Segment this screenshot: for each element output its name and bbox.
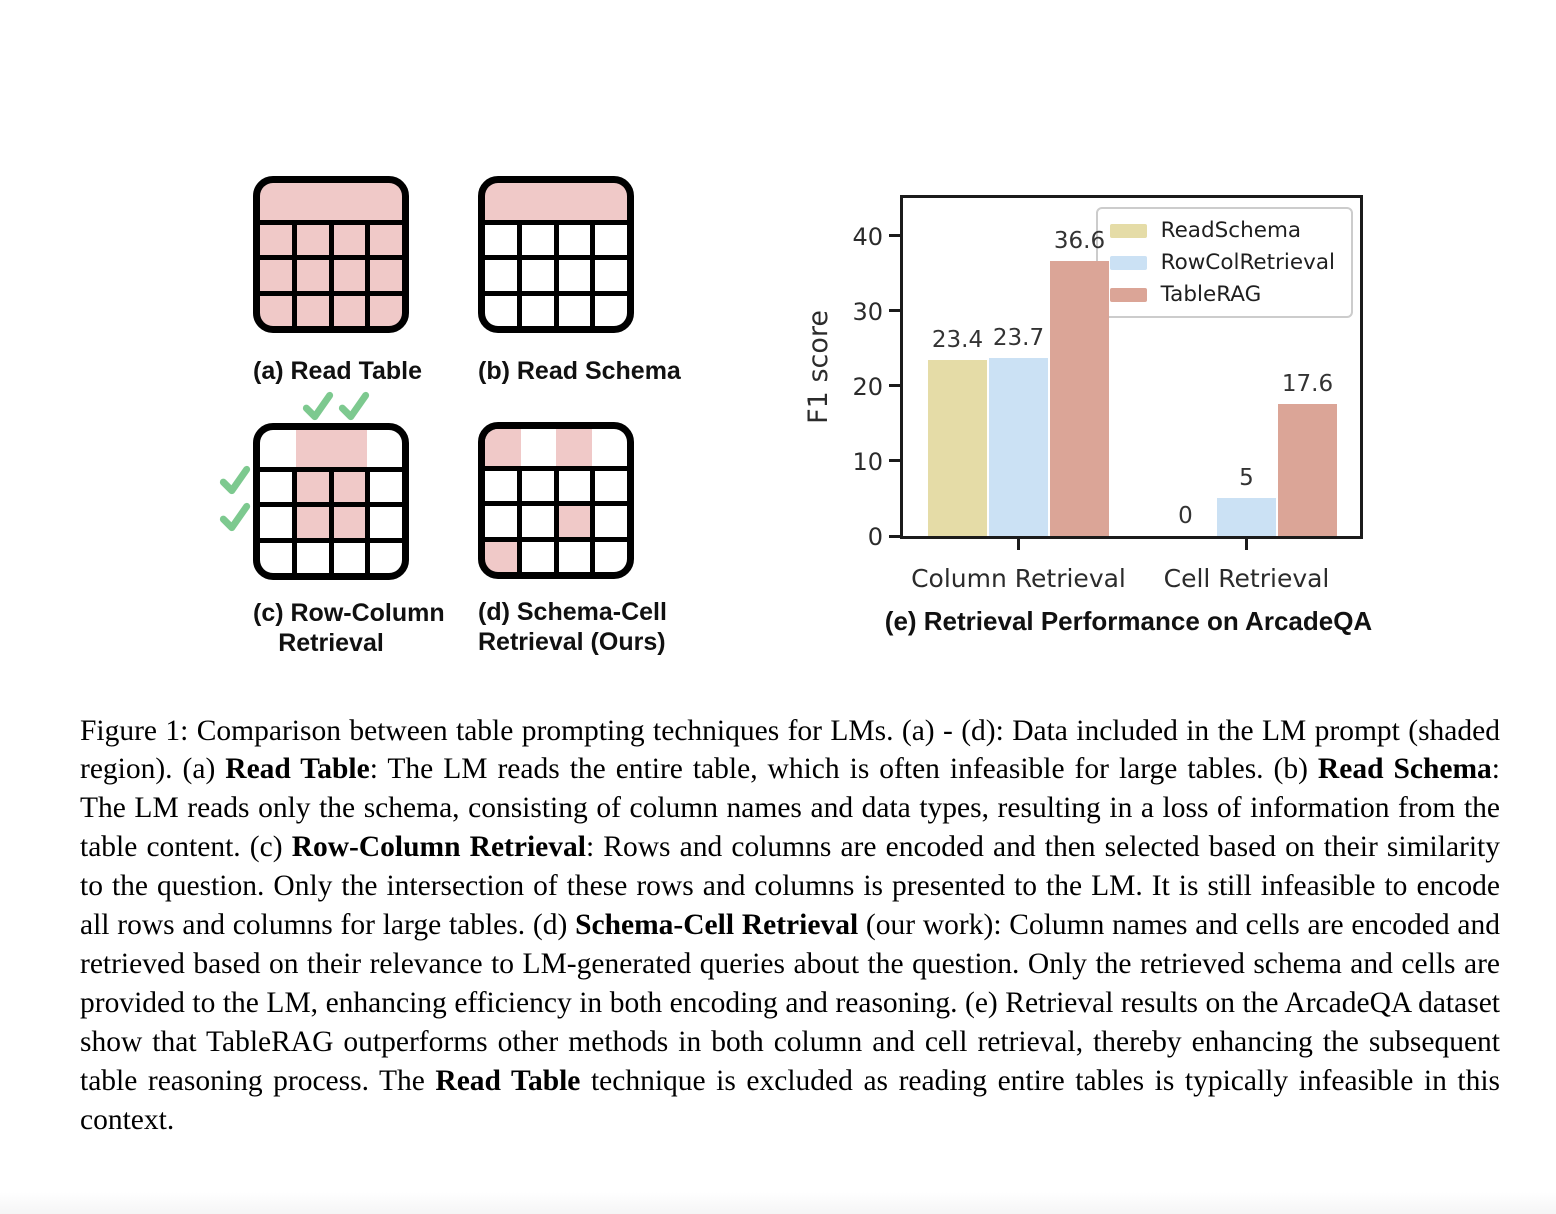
table-cell — [370, 543, 402, 573]
caption-segment: : The LM reads only the schema, consisting of column names and data types, resulting in a loss of information from the table content. (c) — [80, 753, 1500, 864]
panel-label-a — [253, 356, 423, 386]
panel-label-line: (c) Row-Column — [253, 599, 445, 627]
panel-label-line: (d) Schema-Cell — [478, 598, 667, 626]
table-cell-shaded — [334, 507, 366, 537]
caption-bold-segment: Row-Column Retrieval — [291, 831, 586, 864]
bar-tablerag — [1050, 261, 1109, 536]
table-cell — [522, 542, 554, 572]
table-cell — [595, 260, 627, 290]
y-tick-mark — [889, 384, 900, 387]
table-cell — [370, 472, 402, 502]
table-cell-shaded — [334, 472, 366, 502]
caption-bold-segment: Schema-Cell Retrieval — [575, 909, 859, 942]
panel-label-d — [478, 597, 667, 657]
table-cell-shaded — [297, 472, 329, 502]
check-icon — [337, 389, 371, 423]
caption-segment: Figure 1: Comparison between table prompting techniques for LMs. (a) - (d): Data included in the LM prompt (shaded region). (a) — [80, 714, 1500, 786]
table-cell-shaded — [297, 225, 329, 255]
y-tick-label: 0 — [867, 523, 883, 551]
table-cell — [559, 296, 591, 326]
table-cell — [485, 225, 517, 255]
x-tick-mark — [1245, 539, 1248, 550]
legend-item — [1110, 282, 1335, 307]
table-cell — [522, 506, 554, 536]
legend-label: RowColRetrieval — [1160, 250, 1335, 275]
table-cell — [485, 260, 517, 290]
table-cell-shaded — [370, 260, 402, 290]
mini-table-row-column — [253, 423, 409, 580]
table-cell-shaded — [260, 260, 292, 290]
bar-value-label: 5 — [1239, 465, 1254, 492]
table-cell-shaded — [260, 296, 292, 326]
bar-tablerag — [1278, 404, 1337, 536]
table-cell-shaded — [297, 296, 329, 326]
table-cell — [485, 506, 517, 536]
bar-value-label: 17.6 — [1281, 370, 1334, 397]
caption-segment: technique is excluded as reading entire tables is typically infeasible in this context. — [80, 1064, 1500, 1136]
header-shaded-patch — [556, 429, 592, 466]
bar-rowcolretrieval — [1217, 498, 1276, 536]
table-cell — [485, 471, 517, 501]
y-tick-mark — [889, 234, 900, 237]
table-header-row — [485, 429, 627, 466]
table-cell — [260, 543, 292, 573]
figure-caption — [80, 712, 1500, 1140]
table-cell-shaded — [559, 506, 591, 536]
chart-title: (e) Retrieval Performance on ArcadeQA — [884, 606, 1373, 636]
legend-item — [1110, 250, 1335, 275]
header-shaded-patch — [485, 429, 521, 466]
table-cell — [595, 506, 627, 536]
table-cell — [595, 225, 627, 255]
y-tick-label: 30 — [852, 297, 883, 326]
caption-segment: (our work): Column names and cells are encoded and retrieved based on their relevance to LM-generated queries about the question. Only the retrieved schema and cells are provided to the LM, enhancing efficiency in both encoding and reasoning. (e) Retrieval results on the ArcadeQA dataset show that TableRAG outperforms other methods in both column and cell retrieval, thereby enhancing the subsequent table reasoning process. The — [80, 909, 1500, 1097]
table-cell — [297, 543, 329, 573]
panel-schema-cell-retrieval — [478, 422, 667, 657]
y-tick-label: 20 — [852, 372, 883, 401]
table-cell — [522, 260, 554, 290]
table-cell-shaded — [370, 296, 402, 326]
check-icon — [218, 500, 252, 534]
header-shaded-patch — [331, 430, 367, 467]
bar-value-label: 23.4 — [931, 327, 984, 354]
page-bottom-edge — [0, 1192, 1556, 1214]
table-cell-shaded — [485, 542, 517, 572]
mini-table-read-schema — [478, 176, 634, 333]
chart-legend — [1096, 207, 1353, 318]
table-cell — [595, 471, 627, 501]
table-cell — [595, 296, 627, 326]
caption-bold-segment: Read Table — [225, 753, 370, 786]
bar-readschema — [928, 360, 987, 536]
x-tick-label: Column Retrieval — [911, 564, 1126, 593]
caption-segment: : Rows and columns are encoded and then selected based on their similarity to the question. Only the intersection of these rows and columns is presented to the LM. It is still infeasible to encode all rows and columns for large tables. (d) — [80, 831, 1501, 942]
legend-label: TableRAG — [1160, 282, 1262, 307]
y-axis-label: F1 score — [803, 310, 834, 424]
caption-bold-segment: Read Schema — [1317, 753, 1492, 786]
table-cell — [485, 296, 517, 326]
table-cell — [334, 543, 366, 573]
mini-table-schema-cell — [478, 422, 634, 579]
table-cell-shaded — [334, 260, 366, 290]
table-header-row — [485, 183, 627, 220]
y-tick-label: 40 — [852, 222, 883, 251]
table-cell — [370, 507, 402, 537]
table-cell-shaded — [260, 225, 292, 255]
table-cell — [522, 471, 554, 501]
panel-label-line: Retrieval (Ours) — [478, 628, 666, 656]
panel-label-c — [253, 598, 445, 658]
table-header-row — [260, 183, 402, 220]
table-cell — [522, 225, 554, 255]
check-icon — [301, 389, 335, 423]
panel-label-line: (a) Read Table — [253, 357, 423, 385]
table-cell — [522, 296, 554, 326]
table-cell — [559, 542, 591, 572]
panel-label-b — [478, 356, 681, 386]
table-header-row — [260, 430, 402, 467]
bar-value-label: 0 — [1178, 503, 1193, 529]
bar-rowcolretrieval — [989, 358, 1048, 536]
y-tick-mark — [889, 535, 900, 538]
legend-label: ReadSchema — [1160, 218, 1302, 243]
panel-label-line: Retrieval — [278, 629, 384, 657]
panel-row-column-retrieval — [253, 423, 445, 658]
table-cell-shaded — [297, 260, 329, 290]
panel-read-table — [253, 176, 423, 386]
y-tick-mark — [889, 309, 900, 312]
table-cell-shaded — [297, 507, 329, 537]
panel-label-line: (b) Read Schema — [478, 357, 681, 385]
table-cell — [595, 542, 627, 572]
bar-value-label: 36.6 — [1053, 228, 1106, 255]
x-tick-label: Cell Retrieval — [1163, 564, 1330, 593]
panel-read-schema — [478, 176, 681, 386]
caption-bold-segment: Read Table — [435, 1064, 581, 1097]
bar-value-label: 23.7 — [992, 325, 1045, 351]
legend-item — [1110, 218, 1335, 243]
y-tick-mark — [889, 459, 900, 462]
table-cell — [559, 471, 591, 501]
table-cell — [559, 260, 591, 290]
y-tick-label: 10 — [852, 447, 883, 476]
table-cell — [260, 507, 292, 537]
table-cell — [260, 472, 292, 502]
legend-swatch-rowcolretrieval — [1110, 256, 1147, 270]
check-icon — [218, 463, 252, 497]
caption-segment: : The LM reads the entire table, which is often infeasible for large tables. (b) — [369, 753, 1318, 786]
mini-table-read-table — [253, 176, 409, 333]
table-cell — [559, 225, 591, 255]
table-cell-shaded — [370, 225, 402, 255]
header-shaded-patch — [296, 430, 332, 467]
legend-swatch-tablerag — [1110, 288, 1147, 302]
x-tick-mark — [1017, 539, 1020, 550]
bar-chart-plot-area — [803, 195, 1363, 593]
table-cell-shaded — [334, 225, 366, 255]
table-cell-shaded — [334, 296, 366, 326]
